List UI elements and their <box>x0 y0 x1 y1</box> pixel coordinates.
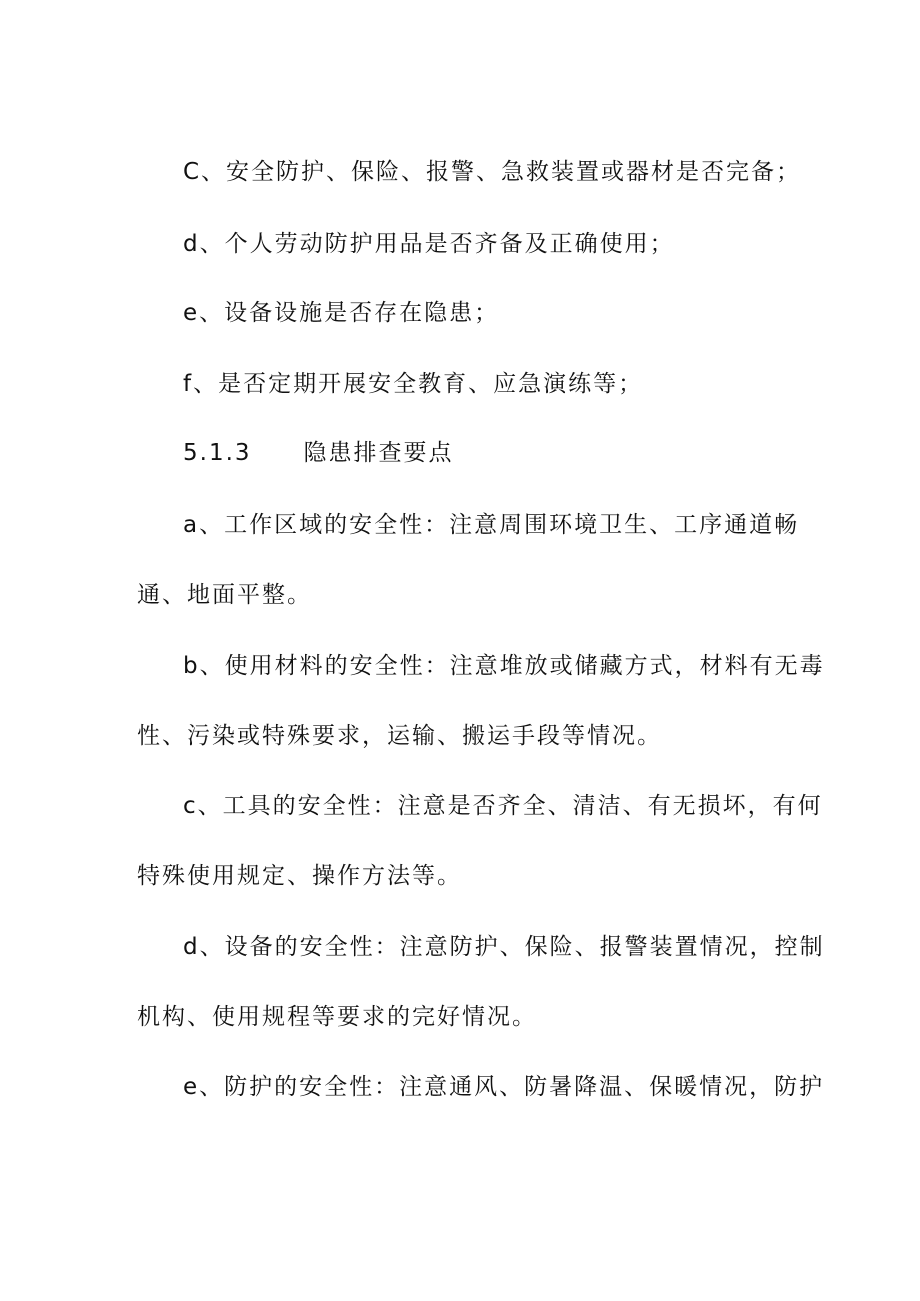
item-e-equipment-hazards: e、设备设施是否存在隐患； <box>183 300 500 326</box>
item-a-work-area-line2: 通、地面平整。 <box>137 582 312 608</box>
item-d-equipment-line1: d、设备的安全性：注意防护、保险、报警装置情况，控制 <box>183 934 825 960</box>
item-c-tools-line1: c、工具的安全性：注意是否齐全、清洁、有无损坏，有何 <box>183 793 823 819</box>
section-title: 隐患排查要点 <box>303 440 454 466</box>
item-d-equipment-line2: 机构、使用规程等要求的完好情况。 <box>137 1004 537 1030</box>
item-f-safety-education: f、是否定期开展安全教育、应急演练等； <box>183 371 644 397</box>
section-number: 5.1.3 <box>183 440 252 466</box>
section-heading <box>183 438 454 468</box>
item-c-tools-line2: 特殊使用规定、操作方法等。 <box>137 863 462 889</box>
item-a-work-area-line1: a、工作区域的安全性：注意周围环境卫生、工序通道畅 <box>183 512 800 538</box>
item-b-materials-line2: 性、污染或特殊要求，运输、搬运手段等情况。 <box>137 723 662 749</box>
item-e-protection-line1: e、防护的安全性：注意通风、防暑降温、保暖情况，防护 <box>183 1074 825 1100</box>
item-d-personal-protection: d、个人劳动防护用品是否齐备及正确使用； <box>183 231 675 257</box>
item-b-materials-line1: b、使用材料的安全性：注意堆放或储藏方式，材料有无毒 <box>183 653 825 679</box>
item-c-safety-equipment: C、安全防护、保险、报警、急救装置或器材是否完备； <box>183 159 802 185</box>
